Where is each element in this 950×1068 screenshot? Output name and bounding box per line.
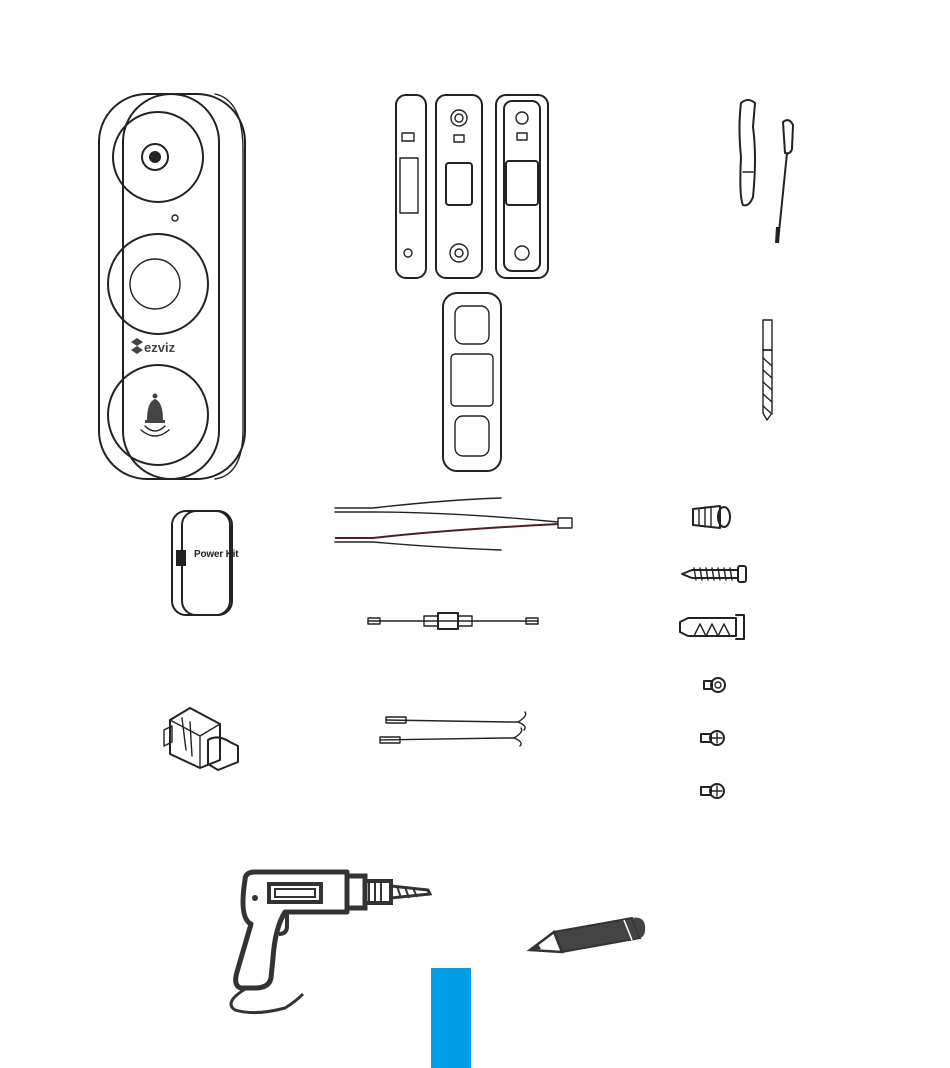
power-drill-icon: [225, 868, 435, 1018]
wall-sticker-icon: [440, 290, 505, 475]
brand-logo-text: ezviz: [144, 340, 176, 355]
extension-wire-icon: [366, 610, 541, 632]
ezviz-logo: [131, 338, 176, 355]
power-kit-label: Power Kit: [194, 549, 239, 560]
phillips-screw-icon: [699, 728, 727, 748]
fork-terminal-wires-icon: [378, 712, 533, 752]
screwdriver-icon: [735, 97, 805, 247]
drill-bit-icon: [758, 318, 778, 423]
wall-anchor-icon: [678, 612, 750, 642]
wire-nut-icon: [690, 503, 735, 531]
chime-connector-icon: [160, 690, 245, 775]
power-cable-icon: [333, 490, 578, 555]
small-screw-icon: [702, 675, 728, 695]
doorbell-icon: [95, 90, 250, 485]
mounting-plates-icon: [392, 93, 552, 283]
page-tab-marker: [431, 968, 471, 1068]
phillips-screw-icon: [699, 781, 727, 801]
pencil-icon: [528, 912, 648, 957]
wood-screw-icon: [680, 563, 750, 585]
power-kit-icon: [168, 508, 238, 620]
